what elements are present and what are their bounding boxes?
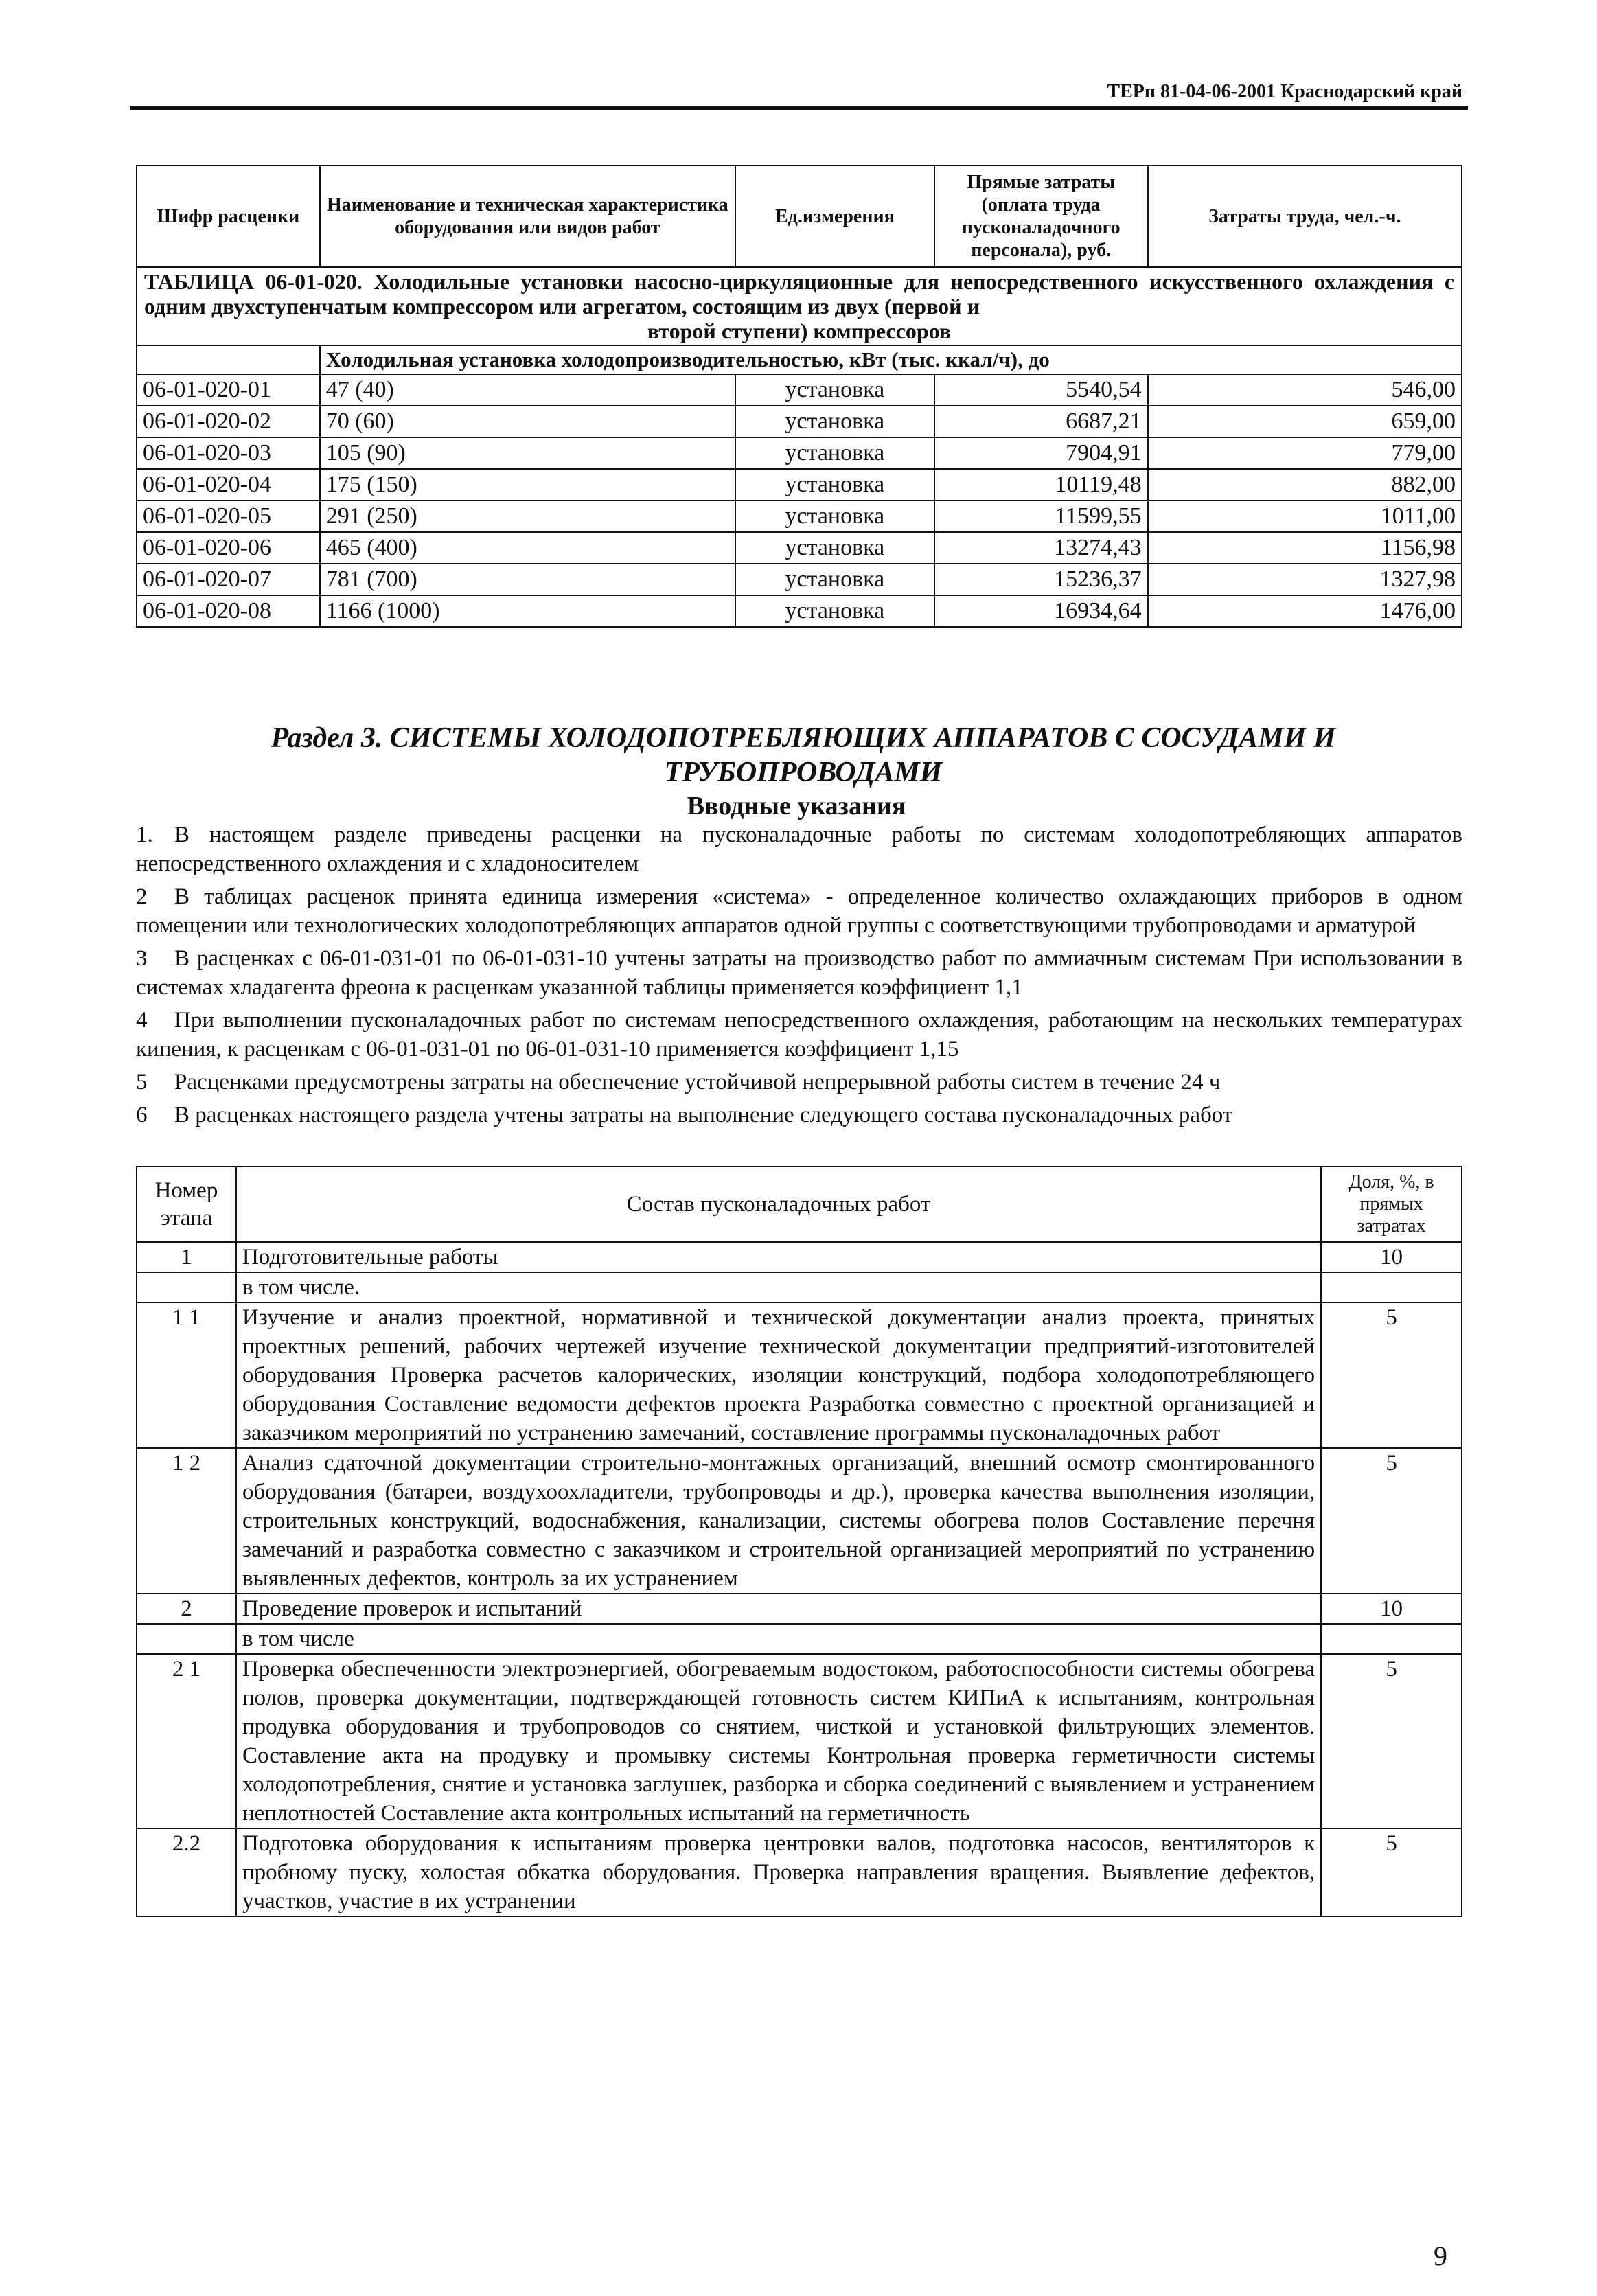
intro-item-text: В расценках настоящего раздела учтены затраты на выполнение следующего состава пусконаладочных работ [174, 1103, 1233, 1127]
cell-code: 06-01-020-06 [137, 532, 320, 564]
cell-unit: установка [735, 595, 934, 627]
cell-text: Анализ сдаточной документации строительно-монтажных организаций, внешний осмотр смонтированного оборудования (батареи, воздухоохладители, трубопроводы и др.), проверка качества выполнения изоляции, строительных конструкций, водоснабжения, канализации, системы обогрева полов Составление перечня замечаний и разработка совместно с заказчиком и строительной организацией мероприятий по устранению выявленных дефектов, контроль за их устранением [236, 1448, 1321, 1594]
cell-code: 06-01-020-07 [137, 564, 320, 595]
table-row [137, 1302, 1462, 1448]
intro-notes [136, 820, 1462, 1134]
col-header-share: Доля, %, в прямых затратах [1321, 1167, 1462, 1242]
works-table-body [137, 1242, 1462, 1916]
cell-text: в том числе [236, 1624, 1321, 1654]
cell-labor: 1476,00 [1148, 595, 1462, 627]
table-caption-main: ТАБЛИЦА 06-01-020. Холодильные установки насосно-циркуляционные для непосредственного искусственного охлаждения с одним двухступенчатым компрессором или агрегатом, состоящим из двух (первой и [144, 269, 1454, 319]
table-row [137, 1448, 1462, 1594]
cell-text: Подготовка оборудования к испытаниям проверка центровки валов, подготовка насосов, вентиляторов к пробному пуску, холостая обкатка оборудования. Проверка направления вращения. Выявление дефектов, участков, участие в их устранении [236, 1828, 1321, 1916]
cell-code: 06-01-020-08 [137, 595, 320, 627]
intro-item-number: 4 [136, 1008, 148, 1033]
table-row [137, 374, 1462, 406]
cell-name: 465 (400) [320, 532, 735, 564]
cell-unit: установка [735, 374, 934, 406]
cell-code: 06-01-020-02 [137, 406, 320, 437]
cell-num: 1 1 [137, 1302, 236, 1448]
col-header-code: Шифр расценки [137, 165, 320, 267]
cell-labor: 1011,00 [1148, 501, 1462, 532]
cell-labor: 882,00 [1148, 469, 1462, 501]
table-row [137, 1272, 1462, 1302]
cell-num: 2 [137, 1594, 236, 1624]
col-header-stage: Номер этапа [137, 1167, 236, 1242]
cell-pct: 10 [1321, 1242, 1462, 1272]
cell-labor: 1156,98 [1148, 532, 1462, 564]
table-row [137, 532, 1462, 564]
intro-item [136, 882, 1462, 940]
cell-unit: установка [735, 532, 934, 564]
cell-labor: 779,00 [1148, 437, 1462, 469]
section-title: Раздел 3. СИСТЕМЫ ХОЛОДОПОТРЕБЛЯЮЩИХ АППАРАТОВ С СОСУДАМИ И ТРУБОПРОВОДАМИ [271, 722, 1336, 788]
cell-name: 1166 (1000) [320, 595, 735, 627]
cell-cost: 7904,91 [934, 437, 1148, 469]
cell-labor: 546,00 [1148, 374, 1462, 406]
intro-item-text: При выполнении пусконаладочных работ по системам непосредственного охлаждения, работающим на нескольких температурах кипения, к расценкам с 06-01-031-01 по 06-01-031-10 применяется коэффициент 1,15 [136, 1008, 1462, 1061]
table-row [137, 1594, 1462, 1624]
cell-labor: 659,00 [1148, 406, 1462, 437]
cell-code: 06-01-020-05 [137, 501, 320, 532]
cell-cost: 11599,55 [934, 501, 1148, 532]
table-subheader: Холодильная установка холодопроизводительностью, кВт (тыс. ккал/ч), до [320, 345, 1462, 374]
cell-cost: 5540,54 [934, 374, 1148, 406]
cell-cost: 13274,43 [934, 532, 1148, 564]
cell-pct: 5 [1321, 1448, 1462, 1594]
intro-item-text: В расценках с 06-01-031-01 по 06-01-031-10 учтены затраты на производство работ по аммиачным системам При использовании в системах хладагента фреона к расценкам указанной таблицы применяется коэффициент 1,1 [136, 946, 1462, 1000]
col-header-name: Наименование и техническая характеристика оборудования или видов работ [320, 165, 735, 267]
intro-item-text: Расценками предусмотрены затраты на обеспечение устойчивой непрерывной работы систем в течение 24 ч [174, 1070, 1221, 1094]
table-row [137, 595, 1462, 627]
col-header-labor: Затраты труда, чел.-ч. [1148, 165, 1462, 267]
cell-pct: 10 [1321, 1594, 1462, 1624]
cell-labor: 1327,98 [1148, 564, 1462, 595]
cell-code: 06-01-020-01 [137, 374, 320, 406]
page-number: 9 [1434, 2240, 1447, 2271]
intro-item-number: 6 [136, 1103, 148, 1127]
cell-code: 06-01-020-04 [137, 469, 320, 501]
intro-item [136, 1101, 1462, 1129]
table-row [137, 406, 1462, 437]
cell-name: 70 (60) [320, 406, 735, 437]
table-row [137, 564, 1462, 595]
cell-num: 2.2 [137, 1828, 236, 1916]
intro-item-number: 1. [136, 823, 153, 847]
cell-num [137, 1624, 236, 1654]
intro-item-number: 5 [136, 1070, 148, 1094]
cell-text: Проверка обеспеченности электроэнергией, обогреваемым водостоком, работоспособности системы обогрева полов, проверка документации, подтверждающей готовность систем КИПиА к испытаниям, контрольная продувка оборудования и трубопроводов со снятием, чисткой и установкой фильтрующих элементов. Составление акта на продувку и промывку системы Контрольная проверка герметичности системы холодопотребления, снятие и установка заглушек, разборка и сборка соединений с выявлением и устранением неплотностей Составление акта контрольных испытаний на герметичность [236, 1654, 1321, 1828]
table-caption-end: второй ступени) компрессоров [647, 319, 952, 343]
intro-item [136, 820, 1462, 878]
cell-name: 175 (150) [320, 469, 735, 501]
cell-unit: установка [735, 501, 934, 532]
table-row [137, 1654, 1462, 1828]
table-row [137, 1624, 1462, 1654]
intro-item-text: В настоящем разделе приведены расценки на пусконаладочные работы по системам холодопотребляющих аппаратов непосредственного охлаждения и с хладоносителем [136, 823, 1462, 876]
running-header: ТЕРп 81-04-06-2001 Краснодарский край [1107, 81, 1462, 102]
table-row [137, 469, 1462, 501]
cell-text: Подготовительные работы [236, 1242, 1321, 1272]
section-subtitle: Вводные указания [687, 792, 906, 820]
cell-unit: установка [735, 437, 934, 469]
table-row [137, 501, 1462, 532]
cell-pct [1321, 1272, 1462, 1302]
rates-table [136, 165, 1462, 628]
table-row [137, 1828, 1462, 1916]
cell-unit: установка [735, 564, 934, 595]
cell-unit: установка [735, 469, 934, 501]
intro-item [136, 1068, 1462, 1097]
cell-num: 1 [137, 1242, 236, 1272]
cell-name: 105 (90) [320, 437, 735, 469]
col-header-works: Состав пусконаладочных работ [236, 1167, 1321, 1242]
cell-code: 06-01-020-03 [137, 437, 320, 469]
cell-num [137, 1272, 236, 1302]
cell-text: Проведение проверок и испытаний [236, 1594, 1321, 1624]
table-row [137, 1242, 1462, 1272]
cell-pct: 5 [1321, 1302, 1462, 1448]
cell-name: 291 (250) [320, 501, 735, 532]
intro-item-number: 3 [136, 946, 148, 971]
cell-cost: 10119,48 [934, 469, 1148, 501]
cell-unit: установка [735, 406, 934, 437]
cell-pct: 5 [1321, 1654, 1462, 1828]
works-table [136, 1166, 1462, 1917]
cell-num: 2 1 [137, 1654, 236, 1828]
intro-item-text: В таблицах расценок принята единица измерения «система» - определенное количество охлаждающих приборов в одном помещении или технологических холодопотребляющих аппаратов одной группы с соответствующими трубопроводами и арматурой [136, 884, 1462, 938]
cell-cost: 15236,37 [934, 564, 1148, 595]
cell-num: 1 2 [137, 1448, 236, 1594]
intro-item [136, 944, 1462, 1002]
cell-pct [1321, 1624, 1462, 1654]
cell-text: Изучение и анализ проектной, нормативной и технической документации анализ проекта, принятых проектных решений, рабочих чертежей изучение технической документации предприятий-изготовителей оборудования Проверка расчетов калорических, изоляции конструкций, подбора холодопотребляющего оборудования Составление ведомости дефектов проекта Разработка совместно с проектной организацией и заказчиком мероприятий по устранению замечаний, составление программы пусконаладочных работ [236, 1302, 1321, 1448]
intro-item [136, 1006, 1462, 1064]
intro-item-number: 2 [136, 884, 148, 909]
cell-name: 47 (40) [320, 374, 735, 406]
cell-pct: 5 [1321, 1828, 1462, 1916]
col-header-cost: Прямые затраты (оплата труда пусконаладочного персонала), руб. [934, 165, 1148, 267]
cell-cost: 6687,21 [934, 406, 1148, 437]
cell-text: в том числе. [236, 1272, 1321, 1302]
table-caption [137, 267, 1462, 345]
col-header-unit: Ед.измерения [735, 165, 934, 267]
table-row [137, 437, 1462, 469]
header-rule [130, 106, 1468, 110]
cell-cost: 16934,64 [934, 595, 1148, 627]
rates-table-body [137, 374, 1462, 627]
cell-name: 781 (700) [320, 564, 735, 595]
